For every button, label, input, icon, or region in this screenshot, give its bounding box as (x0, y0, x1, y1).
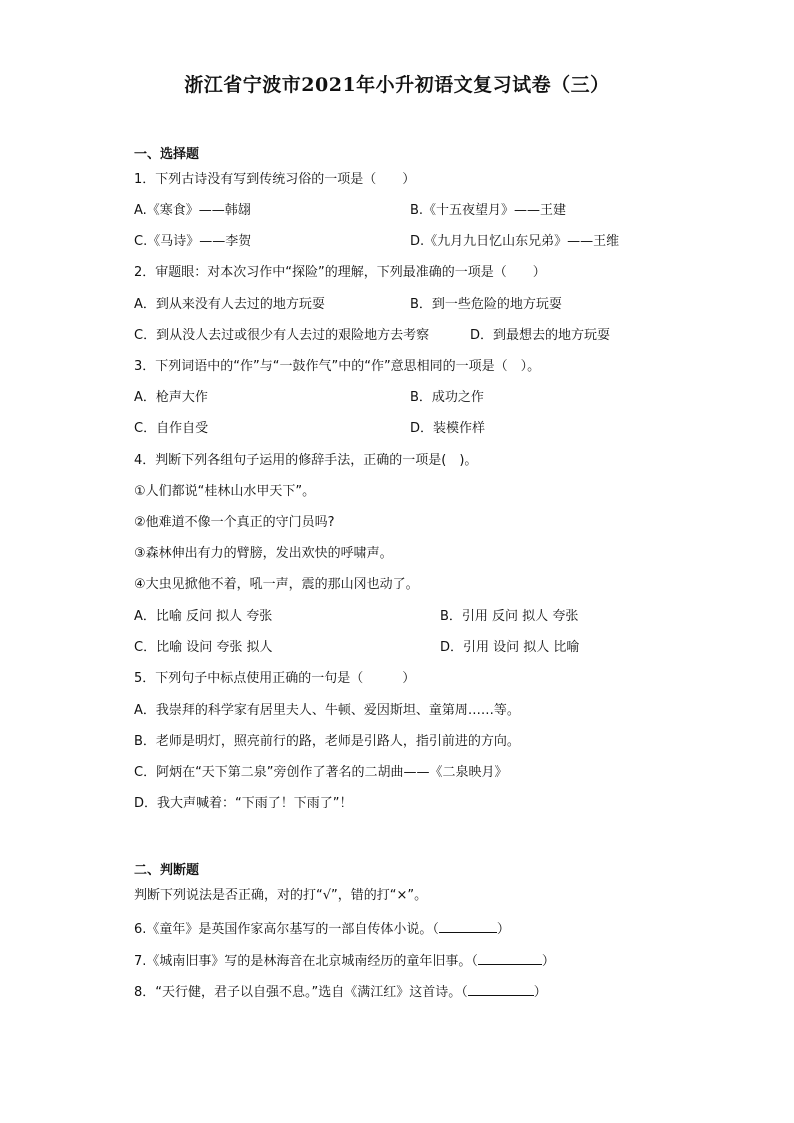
question-4-option-a: A．比喻 反问 拟人 夸张 (134, 609, 273, 624)
question-5-option-c: C．阿炳在“天下第二泉”旁创作了著名的二胡曲——《二泉映月》 (134, 765, 508, 780)
question-4-option-d: D．引用 设问 拟人 比喻 (440, 640, 580, 655)
question-3-option-a: A．枪声大作 (134, 390, 208, 405)
question-6-text: 6.《童年》是英国作家高尔基写的一部自传体小说。 (134, 922, 433, 937)
question-5-option-a: A．我崇拜的科学家有居里夫人、牛顿、爱因斯坦、童第周……等。 (134, 703, 520, 718)
question-1-option-c: C.《马诗》——李贺 (134, 234, 252, 249)
question-5-option-b: B．老师是明灯，照亮前行的路，老师是引路人，指引前进的方向。 (134, 734, 520, 749)
question-2-option-c: C．到从没人去过或很少有人去过的艰险地方去考察 (134, 328, 430, 343)
question-8-answer-blank[interactable] (468, 983, 534, 996)
question-8 (134, 983, 547, 1001)
question-7 (134, 952, 555, 970)
section-heading-judgement: 二、判断题 (134, 863, 200, 878)
question-1-option-a: A.《寒食》——韩翃 (134, 203, 251, 218)
question-6-open-paren: （ (432, 922, 439, 937)
question-4-sentence-1: ①人们都说“桂林山水甲天下”。 (134, 484, 316, 499)
question-3-option-b: B．成功之作 (410, 390, 484, 405)
question-4-option-b: B．引用 反问 拟人 夸张 (440, 609, 579, 624)
judgement-instructions: 判断下列说法是否正确，对的打“√”，错的打“×”。 (134, 888, 428, 903)
question-2-stem: 2．审题眼：对本次习作中“探险”的理解，下列最准确的一项是（ ） (134, 265, 546, 280)
question-8-text: 8．“天行健，君子以自强不息。”选自《满江红》这首诗。 (134, 985, 462, 1000)
question-7-answer-blank[interactable] (478, 952, 542, 965)
question-7-open-paren: （ (471, 954, 478, 969)
question-1-option-b: B.《十五夜望月》——王建 (410, 203, 567, 218)
section-heading-choice: 一、选择题 (134, 147, 200, 162)
question-3-option-d: D．装模作样 (410, 421, 486, 436)
question-4-sentence-3: ③森林伸出有力的臂膀，发出欢快的呼啸声。 (134, 546, 393, 561)
question-5-stem: 5．下列句子中标点使用正确的一句是（ ） (134, 671, 416, 686)
page-title: 浙江省宁波市2021年小升初语文复习试卷（三） (184, 74, 610, 96)
question-4-sentence-2: ②他难道不像一个真正的守门员吗? (134, 515, 335, 530)
question-3-option-c: C．自作自受 (134, 421, 209, 436)
question-2-option-b: B．到一些危险的地方玩耍 (410, 297, 562, 312)
question-1-stem: 1．下列古诗没有写到传统习俗的一项是（ ） (134, 172, 416, 187)
question-1-option-d: D.《九月九日忆山东兄弟》——王维 (410, 234, 620, 249)
question-8-open-paren: （ (461, 985, 468, 1000)
question-3-stem: 3．下列词语中的“作”与“一鼓作气”中的“作”意思相同的一项是（ ）。 (134, 359, 541, 374)
question-4-sentence-4: ④大虫见掀他不着，吼一声，震的那山冈也动了。 (134, 577, 419, 592)
question-7-text: 7.《城南旧事》写的是林海音在北京城南经历的童年旧事。 (134, 954, 472, 969)
question-6-answer-blank[interactable] (439, 920, 497, 933)
question-7-close-paren: ） (541, 954, 555, 969)
question-8-close-paren: ） (533, 985, 547, 1000)
question-5-option-d: D．我大声喊着：“下雨了！下雨了”！ (134, 796, 353, 811)
question-2-option-d: D．到最想去的地方玩耍 (470, 328, 611, 343)
question-4-option-c: C．比喻 设问 夸张 拟人 (134, 640, 273, 655)
question-6 (134, 920, 510, 938)
question-4-stem: 4．判断下列各组句子运用的修辞手法，正确的一项是( )。 (134, 453, 478, 468)
question-2-option-a: A．到从来没有人去过的地方玩耍 (134, 297, 325, 312)
question-6-close-paren: ） (496, 922, 510, 937)
